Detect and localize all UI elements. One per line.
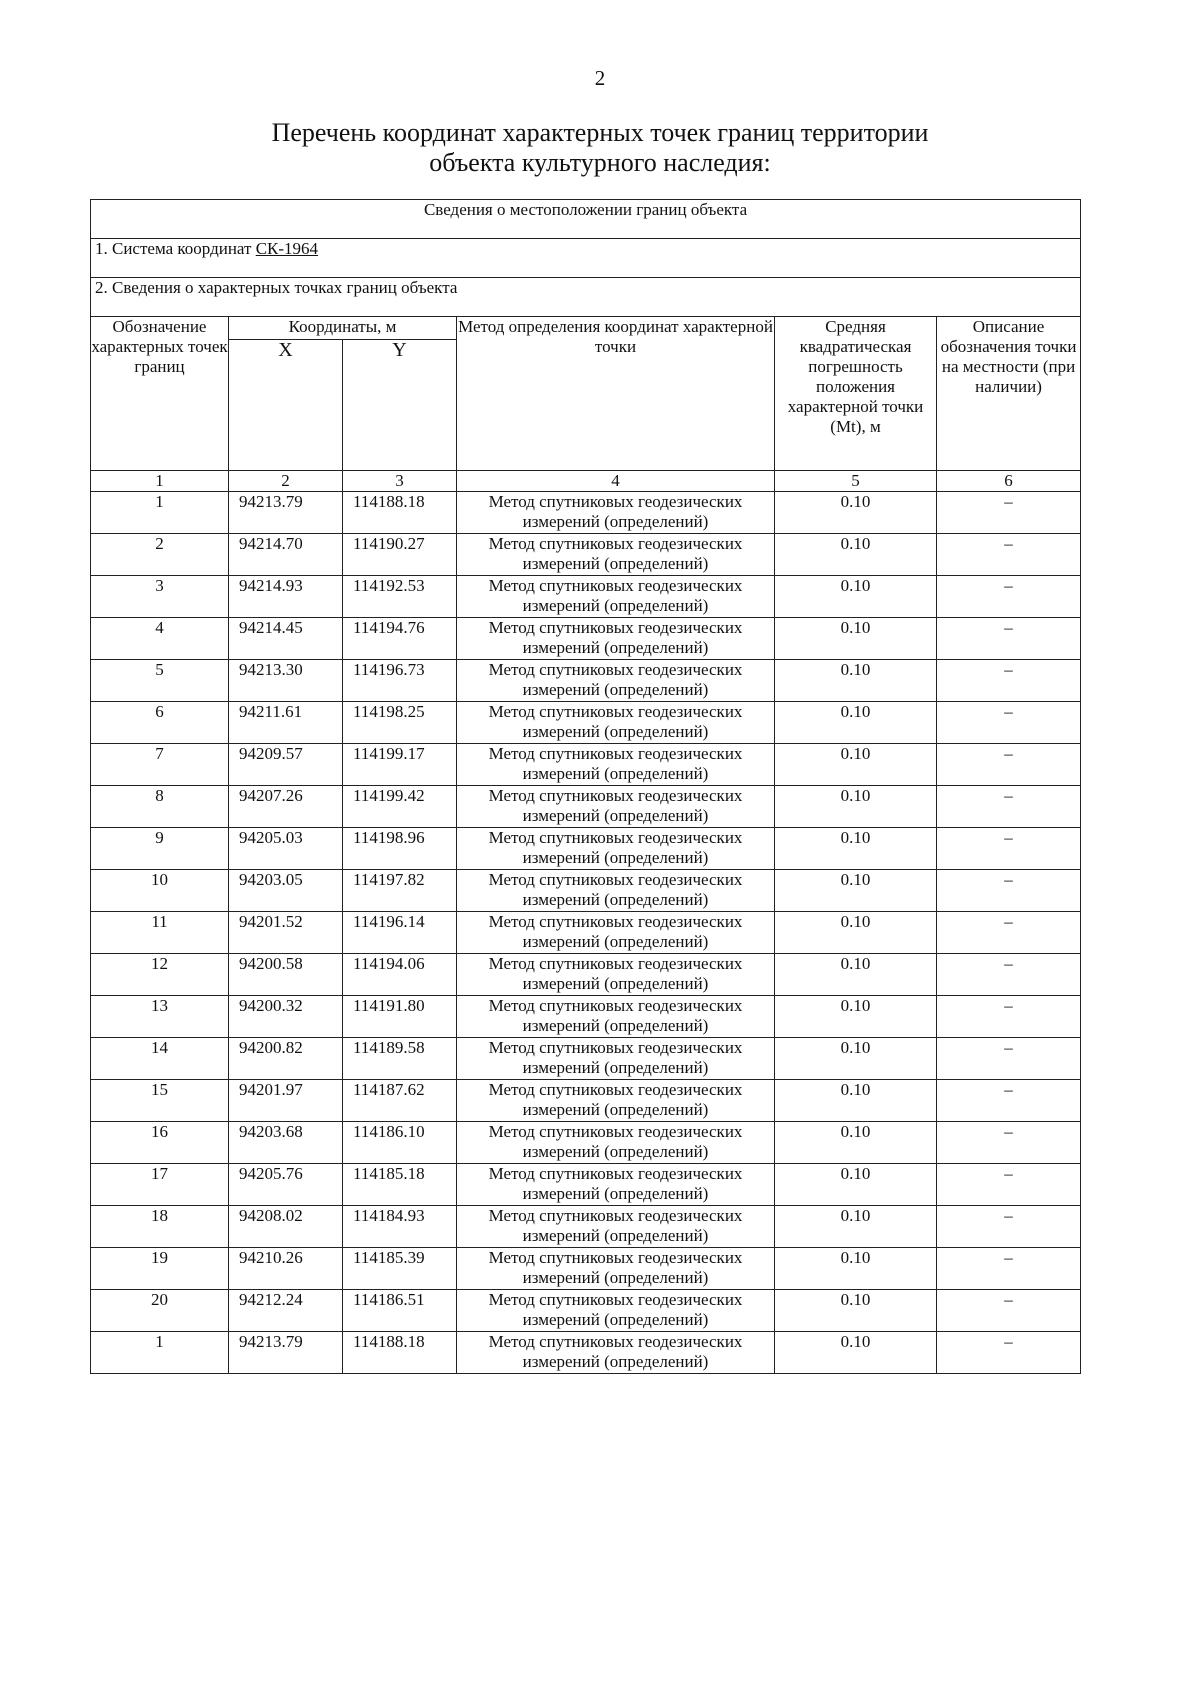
cell-point: 17 bbox=[91, 1164, 229, 1206]
table-row bbox=[91, 954, 1081, 996]
cell-description: – bbox=[937, 1248, 1081, 1290]
cell-error: 0.10 bbox=[775, 1290, 937, 1332]
cell-description: – bbox=[937, 828, 1081, 870]
cell-x: 94201.97 bbox=[229, 1080, 343, 1122]
cell-method: Метод спутниковых геодезических измерений (определений) bbox=[457, 744, 775, 786]
col-header-point: Обозначение характерных точек границ bbox=[91, 317, 229, 471]
table-row bbox=[91, 1164, 1081, 1206]
cell-x: 94212.24 bbox=[229, 1290, 343, 1332]
cell-x: 94201.52 bbox=[229, 912, 343, 954]
cell-y: 114188.18 bbox=[343, 492, 457, 534]
cell-x: 94205.76 bbox=[229, 1164, 343, 1206]
cell-y: 114197.82 bbox=[343, 870, 457, 912]
cell-method: Метод спутниковых геодезических измерений (определений) bbox=[457, 1332, 775, 1374]
cell-error: 0.10 bbox=[775, 786, 937, 828]
col-header-coords: Координаты, м bbox=[229, 317, 457, 340]
cell-point: 4 bbox=[91, 618, 229, 660]
cell-description: – bbox=[937, 1332, 1081, 1374]
cell-description: – bbox=[937, 1038, 1081, 1080]
cell-error: 0.10 bbox=[775, 828, 937, 870]
cell-point: 2 bbox=[91, 534, 229, 576]
cell-x: 94209.57 bbox=[229, 744, 343, 786]
cell-error: 0.10 bbox=[775, 1248, 937, 1290]
table-row bbox=[91, 702, 1081, 744]
column-number: 2 bbox=[229, 471, 343, 492]
coord-system-cell bbox=[91, 239, 1081, 278]
cell-description: – bbox=[937, 660, 1081, 702]
column-number: 1 bbox=[91, 471, 229, 492]
cell-method: Метод спутниковых геодезических измерений (определений) bbox=[457, 618, 775, 660]
cell-error: 0.10 bbox=[775, 534, 937, 576]
cell-x: 94214.70 bbox=[229, 534, 343, 576]
cell-method: Метод спутниковых геодезических измерений (определений) bbox=[457, 954, 775, 996]
cell-description: – bbox=[937, 1080, 1081, 1122]
cell-error: 0.10 bbox=[775, 912, 937, 954]
cell-error: 0.10 bbox=[775, 702, 937, 744]
cell-point: 12 bbox=[91, 954, 229, 996]
cell-y: 114187.62 bbox=[343, 1080, 457, 1122]
cell-method: Метод спутниковых геодезических измерений (определений) bbox=[457, 492, 775, 534]
column-number: 5 bbox=[775, 471, 937, 492]
cell-point: 11 bbox=[91, 912, 229, 954]
cell-method: Метод спутниковых геодезических измерений (определений) bbox=[457, 1164, 775, 1206]
document-title bbox=[0, 118, 1200, 178]
cell-point: 10 bbox=[91, 870, 229, 912]
points-header: 2. Сведения о характерных точках границ объекта bbox=[91, 278, 1081, 317]
table-row bbox=[91, 870, 1081, 912]
cell-description: – bbox=[937, 912, 1081, 954]
cell-method: Метод спутниковых геодезических измерений (определений) bbox=[457, 870, 775, 912]
cell-point: 16 bbox=[91, 1122, 229, 1164]
coordinates-table bbox=[90, 199, 1081, 1374]
table-row bbox=[91, 660, 1081, 702]
cell-method: Метод спутниковых геодезических измерений (определений) bbox=[457, 660, 775, 702]
cell-y: 114192.53 bbox=[343, 576, 457, 618]
cell-y: 114194.06 bbox=[343, 954, 457, 996]
table-row bbox=[91, 576, 1081, 618]
cell-description: – bbox=[937, 576, 1081, 618]
cell-method: Метод спутниковых геодезических измерений (определений) bbox=[457, 912, 775, 954]
cell-x: 94214.45 bbox=[229, 618, 343, 660]
coord-system-label: 1. Система координат bbox=[95, 239, 256, 258]
cell-x: 94213.79 bbox=[229, 1332, 343, 1374]
cell-x: 94207.26 bbox=[229, 786, 343, 828]
cell-x: 94200.32 bbox=[229, 996, 343, 1038]
cell-point: 9 bbox=[91, 828, 229, 870]
cell-y: 114184.93 bbox=[343, 1206, 457, 1248]
table-row bbox=[91, 744, 1081, 786]
col-header-method: Метод определения координат характерной точки bbox=[457, 317, 775, 471]
cell-y: 114185.18 bbox=[343, 1164, 457, 1206]
table-row bbox=[91, 618, 1081, 660]
cell-method: Метод спутниковых геодезических измерений (определений) bbox=[457, 1248, 775, 1290]
cell-method: Метод спутниковых геодезических измерений (определений) bbox=[457, 1290, 775, 1332]
cell-y: 114190.27 bbox=[343, 534, 457, 576]
cell-error: 0.10 bbox=[775, 744, 937, 786]
cell-point: 8 bbox=[91, 786, 229, 828]
cell-description: – bbox=[937, 954, 1081, 996]
cell-point: 15 bbox=[91, 1080, 229, 1122]
cell-method: Метод спутниковых геодезических измерений (определений) bbox=[457, 1038, 775, 1080]
cell-point: 7 bbox=[91, 744, 229, 786]
cell-error: 0.10 bbox=[775, 870, 937, 912]
coord-system-value: СК-1964 bbox=[255, 239, 319, 258]
cell-y: 114189.58 bbox=[343, 1038, 457, 1080]
cell-description: – bbox=[937, 1164, 1081, 1206]
cell-description: – bbox=[937, 702, 1081, 744]
cell-error: 0.10 bbox=[775, 1122, 937, 1164]
cell-error: 0.10 bbox=[775, 1080, 937, 1122]
cell-point: 1 bbox=[91, 492, 229, 534]
cell-y: 114199.42 bbox=[343, 786, 457, 828]
cell-description: – bbox=[937, 534, 1081, 576]
cell-method: Метод спутниковых геодезических измерений (определений) bbox=[457, 702, 775, 744]
cell-x: 94203.68 bbox=[229, 1122, 343, 1164]
table-row bbox=[91, 912, 1081, 954]
cell-error: 0.10 bbox=[775, 492, 937, 534]
cell-description: – bbox=[937, 1290, 1081, 1332]
column-number: 4 bbox=[457, 471, 775, 492]
cell-error: 0.10 bbox=[775, 1332, 937, 1374]
cell-x: 94213.79 bbox=[229, 492, 343, 534]
cell-y: 114194.76 bbox=[343, 618, 457, 660]
col-header-description: Описание обозначения точки на местности (при наличии) bbox=[937, 317, 1081, 471]
cell-method: Метод спутниковых геодезических измерений (определений) bbox=[457, 786, 775, 828]
cell-error: 0.10 bbox=[775, 1206, 937, 1248]
cell-x: 94205.03 bbox=[229, 828, 343, 870]
title-line-1: Перечень координат характерных точек границ территории bbox=[271, 118, 929, 147]
cell-error: 0.10 bbox=[775, 954, 937, 996]
cell-description: – bbox=[937, 744, 1081, 786]
cell-error: 0.10 bbox=[775, 660, 937, 702]
section-header: Сведения о местоположении границ объекта bbox=[91, 200, 1081, 239]
cell-method: Метод спутниковых геодезических измерений (определений) bbox=[457, 534, 775, 576]
cell-method: Метод спутниковых геодезических измерений (определений) bbox=[457, 1122, 775, 1164]
cell-y: 114196.14 bbox=[343, 912, 457, 954]
cell-y: 114198.25 bbox=[343, 702, 457, 744]
table-row bbox=[91, 1080, 1081, 1122]
cell-y: 114196.73 bbox=[343, 660, 457, 702]
cell-error: 0.10 bbox=[775, 576, 937, 618]
cell-x: 94214.93 bbox=[229, 576, 343, 618]
col-header-y: Y bbox=[343, 340, 457, 471]
cell-error: 0.10 bbox=[775, 1164, 937, 1206]
cell-y: 114185.39 bbox=[343, 1248, 457, 1290]
table-row bbox=[91, 1206, 1081, 1248]
table-row bbox=[91, 1332, 1081, 1374]
cell-method: Метод спутниковых геодезических измерений (определений) bbox=[457, 1206, 775, 1248]
cell-point: 6 bbox=[91, 702, 229, 744]
cell-x: 94210.26 bbox=[229, 1248, 343, 1290]
cell-x: 94213.30 bbox=[229, 660, 343, 702]
cell-description: – bbox=[937, 996, 1081, 1038]
table-row bbox=[91, 492, 1081, 534]
cell-point: 20 bbox=[91, 1290, 229, 1332]
cell-point: 5 bbox=[91, 660, 229, 702]
cell-point: 18 bbox=[91, 1206, 229, 1248]
cell-error: 0.10 bbox=[775, 996, 937, 1038]
cell-method: Метод спутниковых геодезических измерений (определений) bbox=[457, 1080, 775, 1122]
cell-description: – bbox=[937, 1206, 1081, 1248]
table-row bbox=[91, 1290, 1081, 1332]
cell-error: 0.10 bbox=[775, 1038, 937, 1080]
cell-description: – bbox=[937, 618, 1081, 660]
cell-description: – bbox=[937, 492, 1081, 534]
cell-point: 14 bbox=[91, 1038, 229, 1080]
cell-y: 114199.17 bbox=[343, 744, 457, 786]
cell-point: 13 bbox=[91, 996, 229, 1038]
cell-description: – bbox=[937, 1122, 1081, 1164]
cell-y: 114186.10 bbox=[343, 1122, 457, 1164]
column-number-row bbox=[91, 471, 1081, 492]
table-row bbox=[91, 786, 1081, 828]
cell-y: 114198.96 bbox=[343, 828, 457, 870]
cell-x: 94200.82 bbox=[229, 1038, 343, 1080]
cell-x: 94208.02 bbox=[229, 1206, 343, 1248]
col-header-error: Средняя квадратическая погрешность положения характерной точки (Mt), м bbox=[775, 317, 937, 471]
cell-point: 19 bbox=[91, 1248, 229, 1290]
cell-point: 1 bbox=[91, 1332, 229, 1374]
title-line-2: объекта культурного наследия: bbox=[429, 148, 771, 177]
cell-error: 0.10 bbox=[775, 618, 937, 660]
col-header-x: X bbox=[229, 340, 343, 471]
cell-point: 3 bbox=[91, 576, 229, 618]
table-row bbox=[91, 1038, 1081, 1080]
table-row bbox=[91, 534, 1081, 576]
cell-y: 114191.80 bbox=[343, 996, 457, 1038]
cell-description: – bbox=[937, 786, 1081, 828]
cell-x: 94203.05 bbox=[229, 870, 343, 912]
table-row bbox=[91, 1248, 1081, 1290]
cell-description: – bbox=[937, 870, 1081, 912]
cell-method: Метод спутниковых геодезических измерений (определений) bbox=[457, 996, 775, 1038]
cell-x: 94211.61 bbox=[229, 702, 343, 744]
cell-method: Метод спутниковых геодезических измерений (определений) bbox=[457, 828, 775, 870]
cell-x: 94200.58 bbox=[229, 954, 343, 996]
table-row bbox=[91, 996, 1081, 1038]
cell-y: 114186.51 bbox=[343, 1290, 457, 1332]
table-row bbox=[91, 828, 1081, 870]
column-number: 3 bbox=[343, 471, 457, 492]
cell-method: Метод спутниковых геодезических измерений (определений) bbox=[457, 576, 775, 618]
cell-y: 114188.18 bbox=[343, 1332, 457, 1374]
column-number: 6 bbox=[937, 471, 1081, 492]
page-number: 2 bbox=[594, 66, 606, 90]
table-row bbox=[91, 1122, 1081, 1164]
